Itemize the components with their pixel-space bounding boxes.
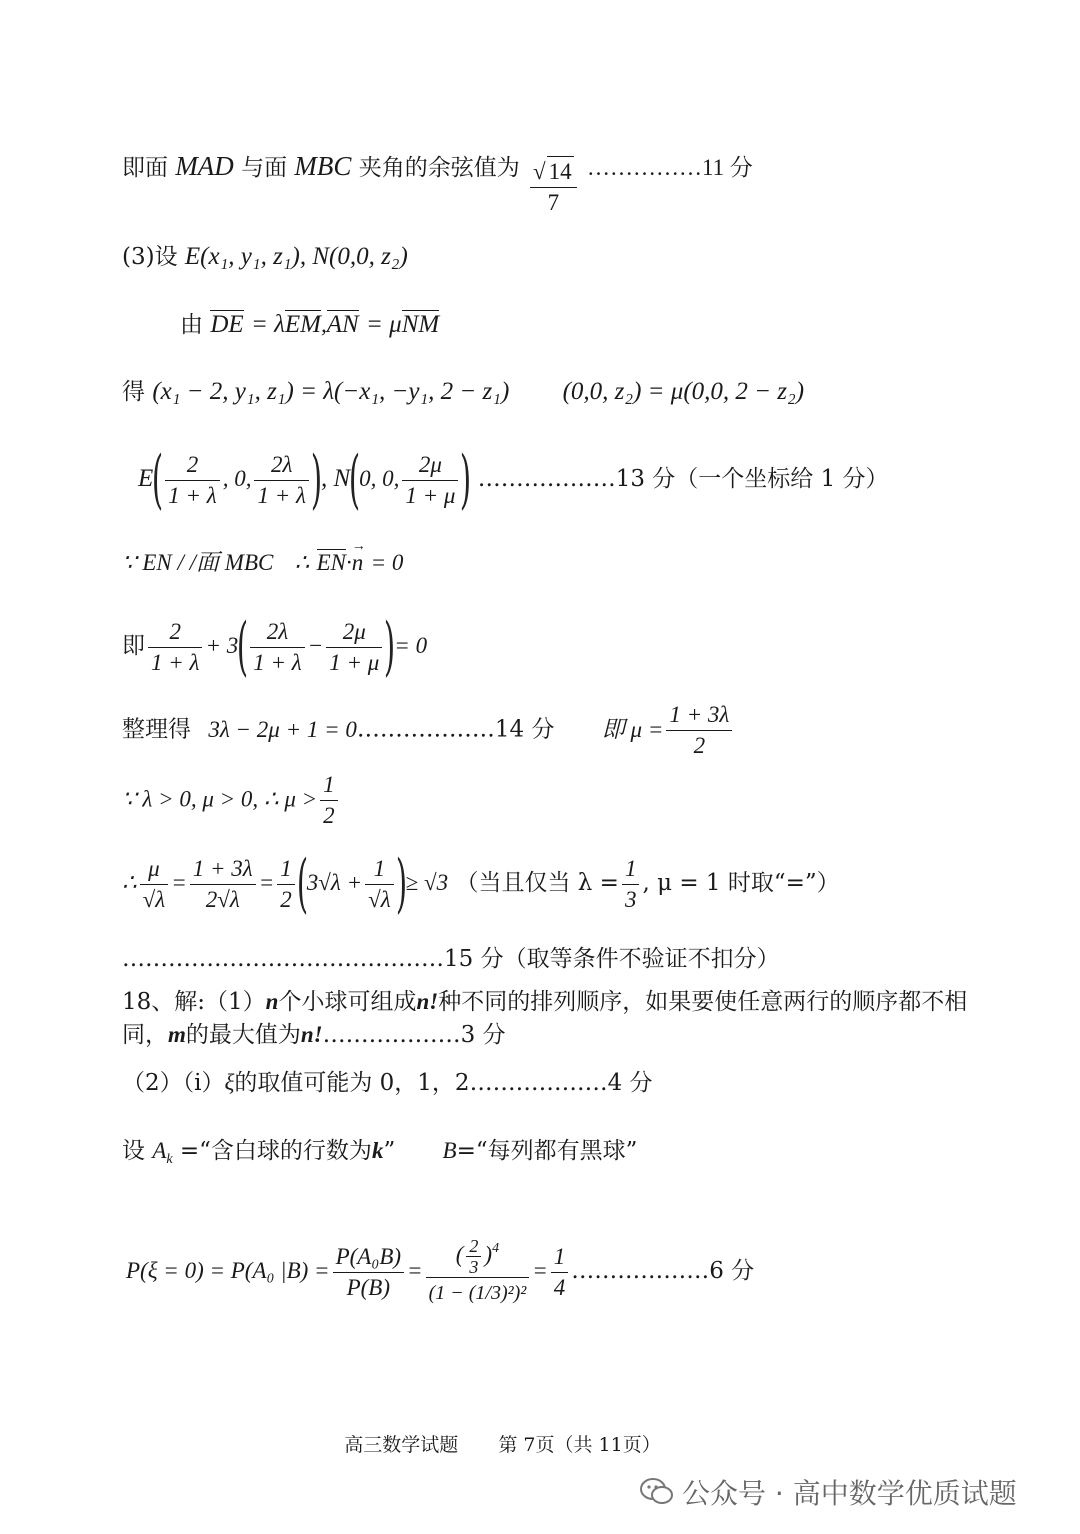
numerator: 1 + 3λ [666, 700, 732, 731]
text: P(ξ = 0) = P(A₀ |B) = [126, 1258, 330, 1283]
vector-an: AN [326, 311, 359, 338]
numerator: 1 [320, 770, 338, 801]
line-q18-cont [122, 1020, 506, 1050]
denominator: 3 [469, 1257, 479, 1277]
score-15: ……………………………………15 分（取等条件不验证不扣分） [122, 946, 780, 972]
point-n: , N [320, 465, 351, 492]
fraction [165, 450, 219, 511]
numerator: 1 [365, 854, 394, 885]
text: 18、解:（1） [122, 989, 266, 1015]
text: = μ [366, 311, 402, 338]
numerator: 1 [277, 854, 295, 885]
line-derive [122, 377, 804, 407]
numerator: 2 [148, 617, 202, 648]
numerator: 1 [622, 854, 640, 885]
var-n: n [265, 989, 279, 1014]
text: + 3 [205, 633, 239, 658]
line-simplify [122, 700, 735, 761]
var-m: m [168, 1022, 186, 1047]
denominator: 2√λ [205, 886, 240, 912]
footer-title: 高三数学试题 [344, 1434, 459, 1456]
text: 的取值可能为 0，1，2………………4 分 [234, 1070, 653, 1096]
score-14: ………………14 分 [356, 716, 555, 743]
equation-n: (0,0, z₂) = μ(0,0, 2 − z₂) [562, 378, 805, 405]
text: = [407, 1258, 423, 1283]
text: (3)设 [122, 244, 178, 270]
denominator: 1 + μ [405, 482, 456, 508]
event-a: A [152, 1138, 167, 1163]
watermark-text: 公众号 · 高中数学优质试题 [682, 1477, 1017, 1510]
wechat-icon [640, 1477, 674, 1514]
text: ≥ √3 [405, 870, 449, 895]
fraction [254, 450, 308, 511]
text: 0, 0, [359, 466, 400, 491]
text: =“每列都有黑球” [456, 1138, 638, 1164]
fraction [333, 1242, 404, 1303]
equation: 3λ − 2μ + 1 = 0 [208, 716, 357, 742]
numerator: 2 [165, 450, 219, 481]
denominator: 3 [624, 886, 637, 912]
line-equation: 即 $\frac{2}{1 + \lambda}$ + 3( $\frac{2\lambda}{1 + \lambda}$ − $\frac{2\mu}{1 + \mu}$ )= 0 [122, 610, 428, 684]
line-inequality: ∴ $\frac{\mu}{√\lambda}$ = $\frac{1 + 3\lambda}{2√\lambda}$ = $\frac{1}{2}$ (3√λ + $\frac{1}{√\lambda}$ )≥ √3 （当且仅当 λ = $\frac{1}{3}$ , μ = 1 时取“=”） [122, 847, 840, 921]
fraction [622, 854, 640, 915]
text: =“含白球的行数为 [179, 1138, 372, 1164]
line-set-e-n [122, 242, 408, 272]
score-3: ………………3 分 [322, 1022, 506, 1048]
text: 即 [122, 633, 145, 659]
numerator: 2λ [254, 450, 308, 481]
fraction-big: ( $\frac{2}{3}$ )$^4$ (1 − (1/3)²)² [426, 1236, 530, 1308]
fraction [190, 854, 256, 915]
event-b: B [442, 1138, 457, 1163]
vector-em: EM [284, 311, 322, 338]
line-cosine [122, 138, 753, 215]
fraction [277, 854, 295, 915]
fraction [666, 700, 732, 761]
fraction [148, 617, 202, 678]
text: ∴ [122, 870, 137, 895]
sqrt-14: 14 [547, 156, 574, 187]
inequality: ∵ λ > 0, μ > 0, ∴ μ > [122, 786, 318, 812]
plane-mad: MAD [175, 151, 234, 181]
denominator-7: 7 [547, 190, 560, 215]
text: 整理得 [122, 716, 191, 743]
text: 与面 [241, 155, 288, 181]
denominator: (1 − (1/3)²)² [428, 1282, 527, 1304]
line-score-15 [122, 944, 780, 974]
numerator: 1 + 3λ [190, 854, 256, 885]
text: 由 [180, 312, 203, 338]
line-range [122, 770, 341, 831]
line-coordinates: E( $\frac{2}{1 + \lambda}$ , 0, $\frac{2\lambda}{1 + \lambda}$ ), N(0, 0, $\frac{2\mu}{1 + \mu}$ ) ………………13 分（一个坐标给 1 分） [138, 443, 889, 517]
equation-e: (x₁ − 2, y₁, z₁) = λ(−x₁, −y₁, 2 − z₁) [152, 378, 510, 405]
text: （2）（i） [122, 1070, 225, 1096]
score-11: ……………11 分 [586, 155, 753, 180]
line-q18 [122, 987, 967, 1017]
normal-vector-n: → n [352, 548, 364, 578]
text: 种不同的排列顺序，如果要使任意两行的顺序都不相 [438, 989, 968, 1015]
text: = 0 [370, 550, 404, 575]
text: , [321, 312, 327, 337]
watermark [640, 1472, 1017, 1514]
text: = 0 [394, 633, 428, 658]
fraction [140, 854, 169, 915]
denominator: 1 + λ [151, 649, 200, 675]
text: · [346, 550, 352, 575]
denominator: 2 [693, 733, 706, 758]
var-n-factorial: n! [300, 1022, 323, 1047]
score-13: ………………13 分（一个坐标给 1 分） [477, 466, 889, 492]
line-events [122, 1136, 637, 1175]
text: 同， [122, 1022, 168, 1048]
vector-de: DE [210, 311, 244, 338]
denominator: 2 [323, 803, 335, 828]
denominator: √λ [142, 886, 166, 912]
condition-parallel: ∵ EN / /面 MBC [122, 550, 274, 575]
denominator: 1 + λ [257, 482, 306, 508]
numerator: 2μ [402, 450, 458, 481]
text: = λ [250, 311, 285, 338]
numerator: 2λ [250, 617, 304, 648]
text: 设 [122, 1138, 145, 1164]
numerator: μ [140, 854, 169, 885]
text: 个小球可组成 [278, 989, 417, 1015]
text: 即面 [122, 155, 168, 181]
numerator: P(A₀B) [333, 1242, 404, 1273]
fraction-sqrt14-over-7: $\frac{√ 14}{7}$ [530, 156, 577, 218]
text: ∴ [294, 550, 310, 575]
vector-en: EN [316, 550, 347, 575]
fraction [402, 450, 458, 511]
var-n-factorial: n! [416, 989, 439, 1014]
text: 夹角的余弦值为 [358, 155, 520, 181]
text: 3√λ + [306, 870, 363, 895]
fraction [326, 617, 382, 678]
denominator: 1 + λ [253, 649, 302, 675]
exponent: 4 [492, 1240, 500, 1256]
fraction [250, 617, 304, 678]
vector-nm: NM [401, 311, 440, 338]
denominator: P(B) [346, 1274, 391, 1300]
page-footer [0, 1430, 1080, 1457]
numerator: 2 [466, 1236, 481, 1257]
text: 得 [122, 379, 145, 405]
numerator: 2μ [326, 617, 382, 648]
page-number: 第 7页（共 11页） [498, 1434, 661, 1456]
denominator: 1 + λ [168, 482, 217, 508]
var-xi: ξ [224, 1070, 235, 1095]
var-k: k [371, 1138, 384, 1163]
denominator: 1 + μ [329, 649, 380, 675]
fraction [320, 770, 338, 831]
text: 的最大值为 [185, 1022, 301, 1048]
fraction [365, 854, 394, 915]
text: = [171, 870, 187, 895]
score-6: ………………6 分 [571, 1258, 755, 1284]
text: − [307, 633, 324, 658]
point-e: E [138, 465, 154, 492]
coordinates-e-n: E(x₁, y₁, z₁), N(0,0, z₂) [184, 243, 408, 270]
subscript-k: k [166, 1152, 173, 1167]
line-parallel [122, 548, 403, 578]
plane-mbc: MBC [294, 151, 352, 181]
text: , μ = 1 时取“=”） [642, 870, 840, 896]
line-q18-2i [122, 1068, 653, 1098]
numerator: 1 [551, 1242, 569, 1273]
text: = [258, 870, 275, 895]
fraction [551, 1242, 569, 1303]
denominator: √λ [368, 886, 391, 912]
text: （当且仅当 λ = [455, 870, 619, 896]
text: = [532, 1258, 548, 1283]
line-probability [126, 1236, 754, 1308]
denominator: 2 [280, 886, 292, 912]
text: 即 μ = [601, 716, 664, 742]
line-vectors [180, 310, 439, 340]
text: ” [383, 1138, 396, 1164]
denominator: 4 [553, 1274, 566, 1300]
text: , 0, [222, 466, 252, 491]
